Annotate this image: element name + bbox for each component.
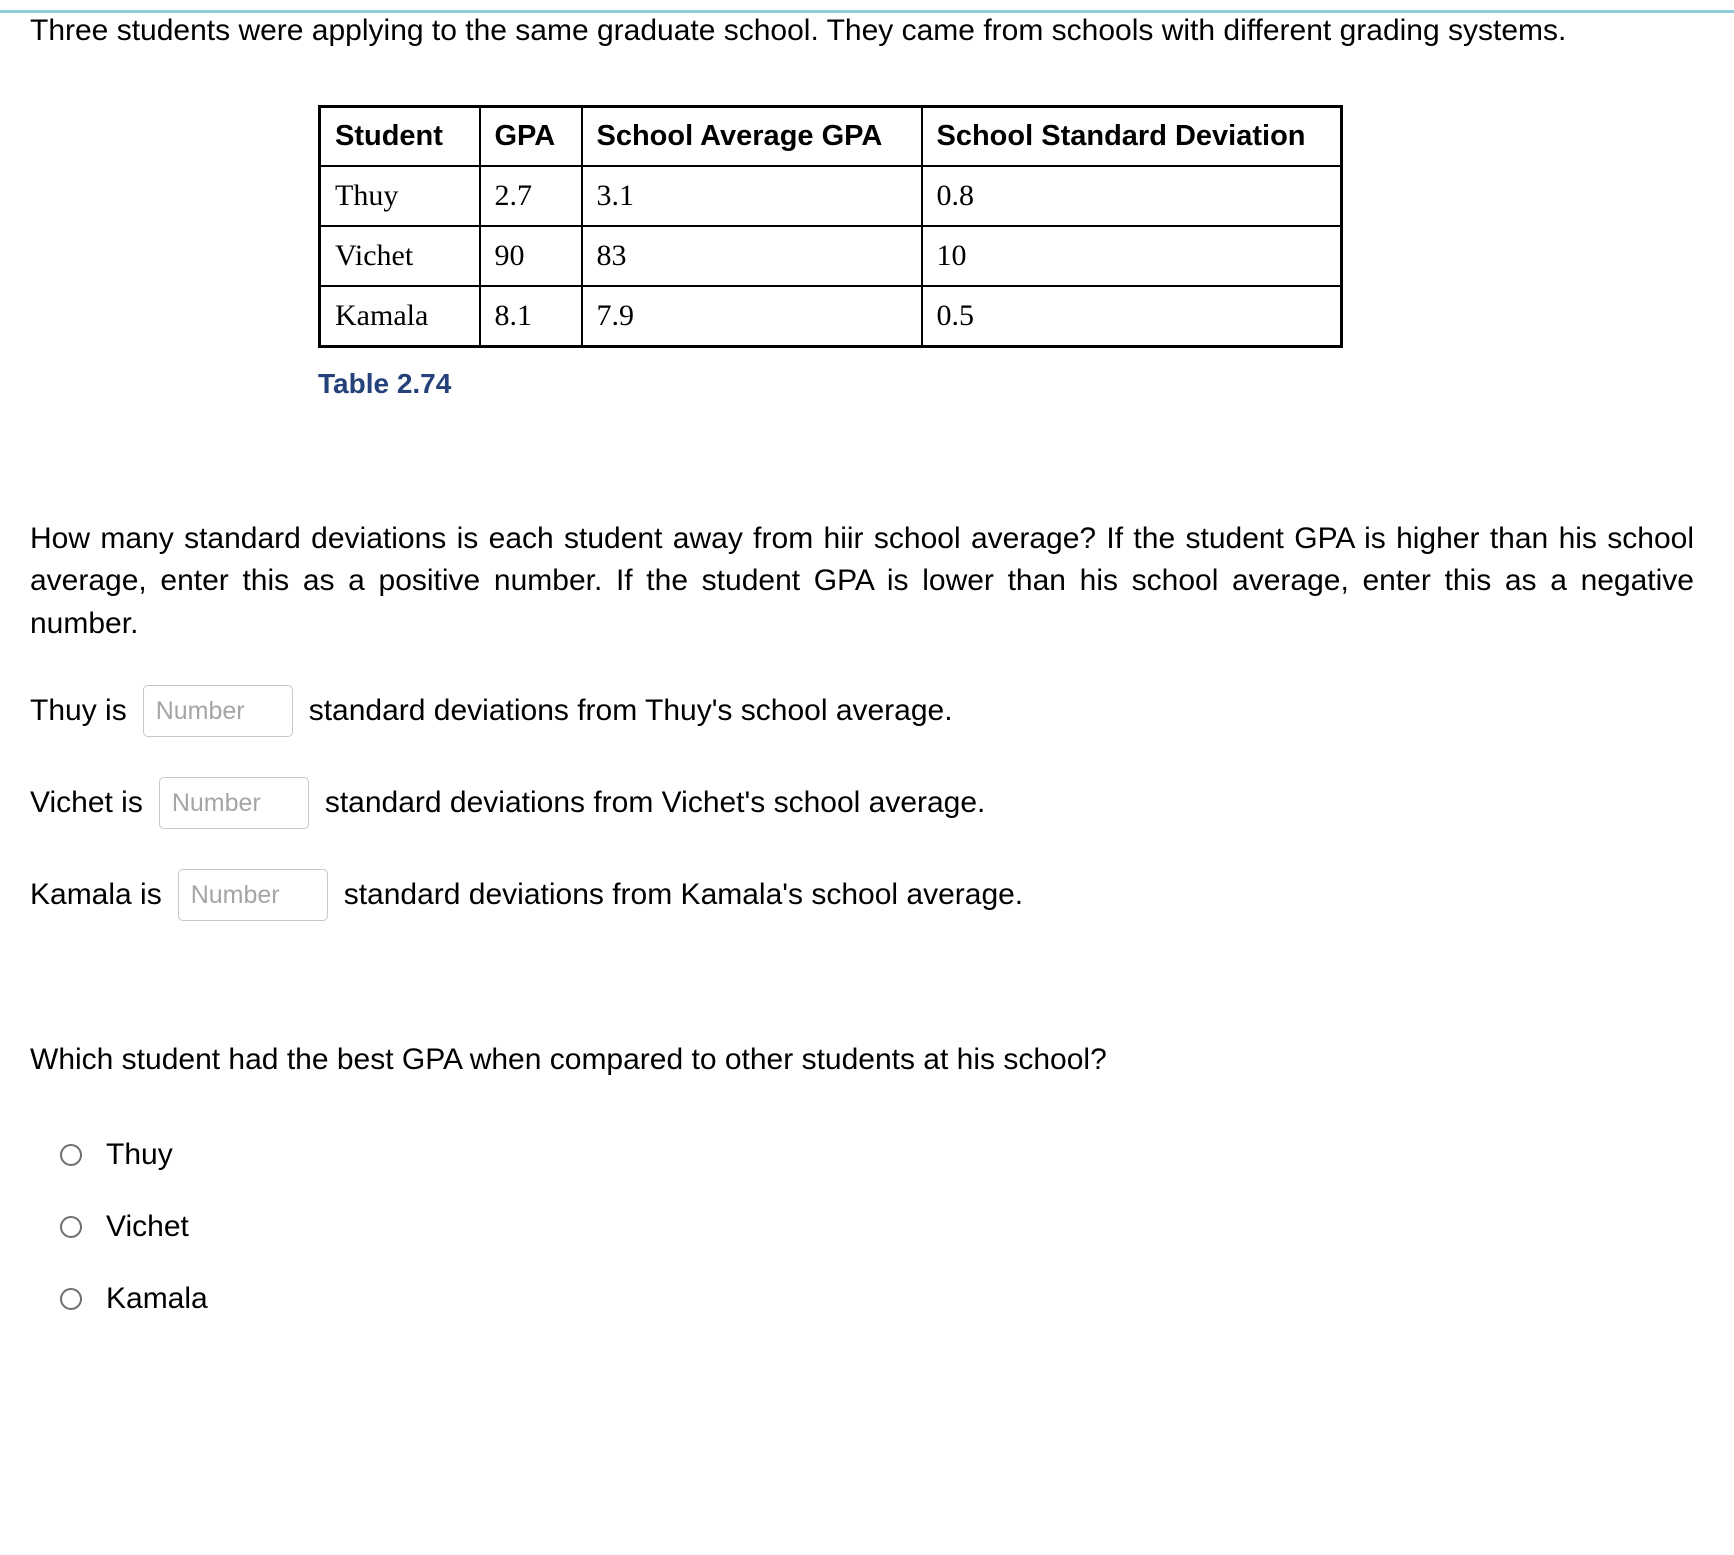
cell-school-sd: 10 <box>922 226 1342 286</box>
radio-icon[interactable] <box>60 1288 82 1310</box>
cell-school-average: 7.9 <box>582 286 922 347</box>
column-header-gpa: GPA <box>480 106 582 166</box>
blank-lead-kamala: Kamala is <box>30 878 162 912</box>
student-gpa-table <box>318 105 1343 348</box>
blank-lead-vichet: Vichet is <box>30 786 143 820</box>
choice-label-vichet: Vichet <box>106 1209 189 1243</box>
blank-tail-kamala: standard deviations from Kamala's school average. <box>343 878 1024 912</box>
blank-lead-thuy: Thuy is <box>30 694 127 728</box>
radio-icon[interactable] <box>60 1144 82 1166</box>
blank-row-thuy <box>30 685 1704 737</box>
vichet-number-input[interactable] <box>159 777 309 829</box>
cell-school-average: 3.1 <box>582 166 922 226</box>
cell-gpa: 90 <box>480 226 582 286</box>
cell-gpa: 2.7 <box>480 166 582 226</box>
cell-gpa: 8.1 <box>480 286 582 347</box>
choice-vichet[interactable] <box>30 1209 1704 1243</box>
kamala-number-input[interactable] <box>178 869 328 921</box>
table-header-row <box>320 106 1342 166</box>
table-row <box>320 286 1342 347</box>
choice-label-kamala: Kamala <box>106 1281 208 1315</box>
blank-row-vichet <box>30 777 1704 829</box>
multiple-choice-options <box>30 1137 1704 1315</box>
column-header-school-average-gpa: School Average GPA <box>582 106 922 166</box>
question-page <box>0 10 1734 1314</box>
blank-tail-vichet: standard deviations from Vichet's school average. <box>324 786 986 820</box>
choice-kamala[interactable] <box>30 1281 1704 1315</box>
data-table-wrapper <box>30 105 1704 348</box>
intro-paragraph: Three students were applying to the same graduate school. They came from schools with different grading systems. <box>30 14 1567 47</box>
top-divider <box>0 10 1734 13</box>
column-header-student: Student <box>320 106 480 166</box>
radio-icon[interactable] <box>60 1216 82 1238</box>
question-prompt: How many standard deviations is each student away from hiir school average? If the student GPA is higher than his school average, enter this as a positive number. If the student GPA is lower than his school average, enter this as a negative number. <box>30 521 1694 640</box>
multiple-choice-prompt: Which student had the best GPA when compared to other students at his school? <box>30 1043 1107 1077</box>
cell-school-sd: 0.5 <box>922 286 1342 347</box>
table-row <box>320 166 1342 226</box>
blank-row-kamala <box>30 869 1704 921</box>
thuy-number-input[interactable] <box>143 685 293 737</box>
table-caption: Table 2.74 <box>318 367 452 399</box>
blank-tail-thuy: standard deviations from Thuy's school average. <box>308 694 953 728</box>
cell-student: Vichet <box>320 226 480 286</box>
column-header-school-standard-deviation: School Standard Deviation <box>922 106 1342 166</box>
choice-label-thuy: Thuy <box>106 1137 173 1171</box>
cell-student: Thuy <box>320 166 480 226</box>
choice-thuy[interactable] <box>30 1137 1704 1171</box>
table-row <box>320 226 1342 286</box>
cell-student: Kamala <box>320 286 480 347</box>
cell-school-sd: 0.8 <box>922 166 1342 226</box>
cell-school-average: 83 <box>582 226 922 286</box>
